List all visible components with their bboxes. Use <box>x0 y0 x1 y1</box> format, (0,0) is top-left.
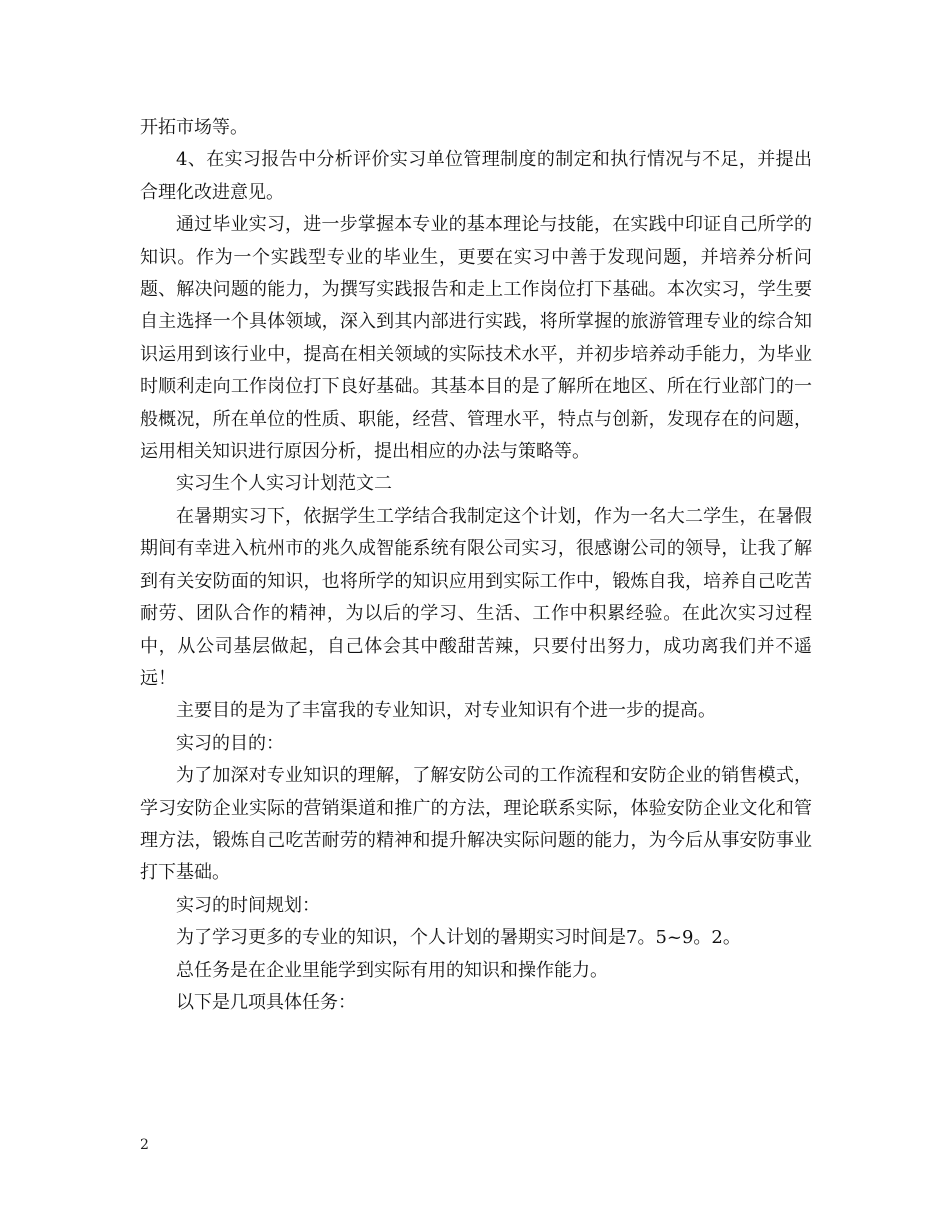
paragraph: 4、在实习报告中分析评价实习单位管理制度的制定和执行情况与不足，并提出合理化改进意见。 <box>140 149 812 203</box>
section-heading: 实习生个人实习计划范文二 <box>176 473 392 495</box>
paragraph: 在暑期实习下，依据学生工学结合我制定这个计划，作为一名大二学生，在暑假期间有幸进入杭州市的兆久成智能系统有限公司实习，很感谢公司的领导，让我了解到有关安防面的知识，也将所学的知识应用到实际工作中，锻炼自我，培养自己吃苦耐劳、团队合作的精神，为以后的学习、生活、工作中积累经验。在此次实习过程中，从公司基层做起，自己体会其中酸甜苦辣，只要付出努力，成功离我们并不遥远！ <box>140 505 812 689</box>
paragraph: 实习的时间规划： <box>176 894 320 916</box>
paragraph: 实习的目的： <box>176 732 284 754</box>
document-body <box>140 112 812 1019</box>
paragraph: 通过毕业实习，进一步掌握本专业的基本理论与技能，在实践中印证自己所学的知识。作为一个实践型专业的毕业生，更要在实习中善于发现问题，并培养分析问题、解决问题的能力，为撰写实践报告和走上工作岗位打下基础。本次实习，学生要自主选择一个具体领域，深入到其内部进行实践，将所掌握的旅游管理专业的综合知识运用到该行业中，提高在相关领域的实际技术水平，并初步培养动手能力，为毕业时顺利走向工作岗位打下良好基础。其基本目的是了解所在地区、所在行业部门的一般概况，所在单位的性质、职能，经营、管理水平，特点与创新，发现存在的问题，运用相关知识进行原因分析，提出相应的办法与策略等。 <box>140 214 812 463</box>
paragraph: 以下是几项具体任务： <box>176 991 356 1013</box>
paragraph: 开拓市场等。 <box>140 117 248 138</box>
paragraph: 总任务是在企业里能学到实际有用的知识和操作能力。 <box>176 959 608 981</box>
paragraph: 主要目的是为了丰富我的专业知识，对专业知识有个进一步的提高。 <box>176 700 716 722</box>
paragraph: 为了加深对专业知识的理解，了解安防公司的工作流程和安防企业的销售模式，学习安防企业实际的营销渠道和推广的方法，理论联系实际，体验安防企业文化和管理方法，锻炼自己吃苦耐劳的精神和提升解决实际问题的能力，为今后从事安防事业打下基础。 <box>140 765 812 884</box>
page-number: 2 <box>140 1137 149 1153</box>
paragraph: 为了学习更多的专业的知识，个人计划的暑期实习时间是7。5~9。2。 <box>176 927 741 949</box>
